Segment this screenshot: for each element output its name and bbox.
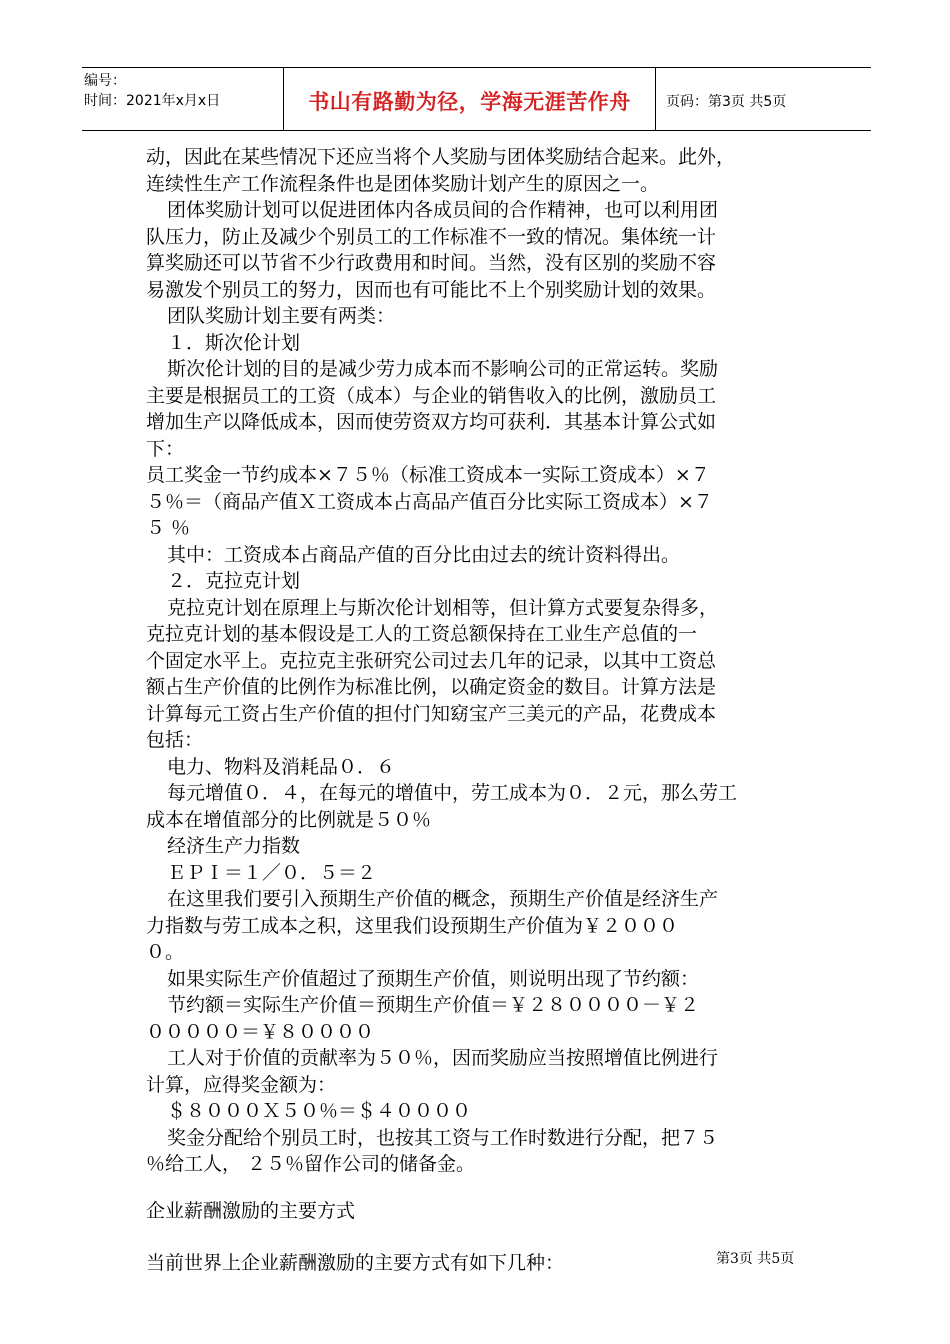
motto: 书山有路勤为径，学海无涯苦作舟 [308, 90, 631, 114]
page-info: 页码：第3页 共5页 [666, 94, 787, 110]
body-line: 企业薪酬激励的主要方式 [146, 1199, 356, 1222]
body-line: 下： [146, 437, 185, 460]
formula-line: ０００００＝￥８００００ [146, 1020, 375, 1043]
body-line: 动，因此在某些情况下还应当将个人奖励与团体奖励结合起来。此外， [146, 146, 736, 168]
body-line: 斯次伦计划的目的是减少劳力成本而不影响公司的正常运转。奖励 [167, 358, 719, 380]
body-line: 主要是根据员工的工资（成本）与企业的销售收入的比例，激励员工 [146, 384, 717, 407]
body-line: 计算，应得奖金额为： [146, 1073, 337, 1096]
formula-line: ５％＝（商品产值Ｘ工资成本占高品产值百分比实际工资成本）×７ [146, 490, 713, 513]
serial-label: 编号： [84, 73, 126, 89]
body-line: 力指数与劳工成本之积，这里我们设预期生产价值为￥２０００ [146, 914, 679, 937]
body-line: 每元增值０．４，在每元的增值中，劳工成本为０．２元，那么劳工 [167, 782, 738, 804]
body-line: 当前世界上企业薪酬激励的主要方式有如下几种： [146, 1252, 565, 1274]
formula-line: ＥＰＩ＝１／０．５＝２ [167, 861, 377, 884]
formula-line: 节约额＝实际生产价值＝预期生产价值＝￥２８００００－￥２ [167, 994, 700, 1016]
formula-line: 员工奖金一节约成本×７５％（标准工资成本一实际工资成本）×７ [146, 464, 710, 486]
body-line: 连续性生产工作流程条件也是团体奖励计划产生的原因之一。 [146, 172, 660, 195]
section-heading: １．斯次伦计划 [167, 331, 301, 354]
body-line: 如果实际生产价值超过了预期生产价值，则说明出现了节约额： [167, 967, 700, 990]
body-line: 工人对于价值的贡献率为５０％，因而奖励应当按照增值比例进行 [167, 1047, 719, 1069]
body-line: 队压力，防止及减少个别员工的工作标准不一致的情况。集体统一计 [146, 225, 717, 248]
section-heading: ２．克拉克计划 [167, 570, 301, 592]
body-line: 电力、物料及消耗品０．６ [167, 755, 396, 778]
body-line: 其中：工资成本占商品产值的百分比由过去的统计资料得出。 [167, 543, 681, 566]
body-line: ％给工人， ２５％留作公司的储备金。 [146, 1153, 476, 1175]
formula-line: ＄８０００Ｘ５０％＝＄４００００ [167, 1100, 472, 1122]
body-line: 奖金分配给个别员工时，也按其工资与工作时数进行分配，把７５ [167, 1126, 719, 1149]
page-footer: 第3页 共5页 [716, 1251, 795, 1267]
body-line: 成本在增值部分的比例就是５０％ [146, 808, 432, 831]
body-line: 算奖励还可以节省不少行政费用和时间。当然，没有区别的奖励不容 [146, 252, 717, 274]
body-line: 包括： [146, 729, 204, 751]
body-line: 易激发个别员工的努力，因而也有可能比不上个别奖励计划的效果。 [146, 278, 717, 301]
body-line: 克拉克计划的基本假设是工人的工资总额保持在工业生产总值的一 [146, 623, 698, 645]
body-line: 计算每元工资占生产价值的担付门知窈宝产三美元的产品，花费成本 [146, 702, 717, 725]
body-line: 在这里我们要引入预期生产价值的概念，预期生产价值是经济生产 [167, 888, 719, 910]
body-line: 增加生产以降低成本，因而使劳资双方均可获利．其基本计算公式如 [146, 411, 717, 433]
body-line: ０。 [146, 941, 185, 963]
body-line: 个固定水平上。克拉克主张研究公司过去几年的记录，以其中工资总 [146, 649, 717, 672]
body-line: 团队奖励计划主要有两类： [167, 305, 396, 327]
body-line: 克拉克计划在原理上与斯次伦计划相等，但计算方式要复杂得多， [167, 596, 719, 619]
body-line: 经济生产力指数 [167, 835, 301, 857]
time-label: 时间：2021年x月x日 [84, 93, 221, 109]
body-line: 额占生产价值的比例作为标准比例，以确定资金的数目。计算方法是 [146, 676, 717, 698]
body-line: 团体奖励计划可以促进团体内各成员间的合作精神，也可以利用团 [167, 199, 719, 221]
formula-line: ５ ％ [146, 517, 191, 539]
